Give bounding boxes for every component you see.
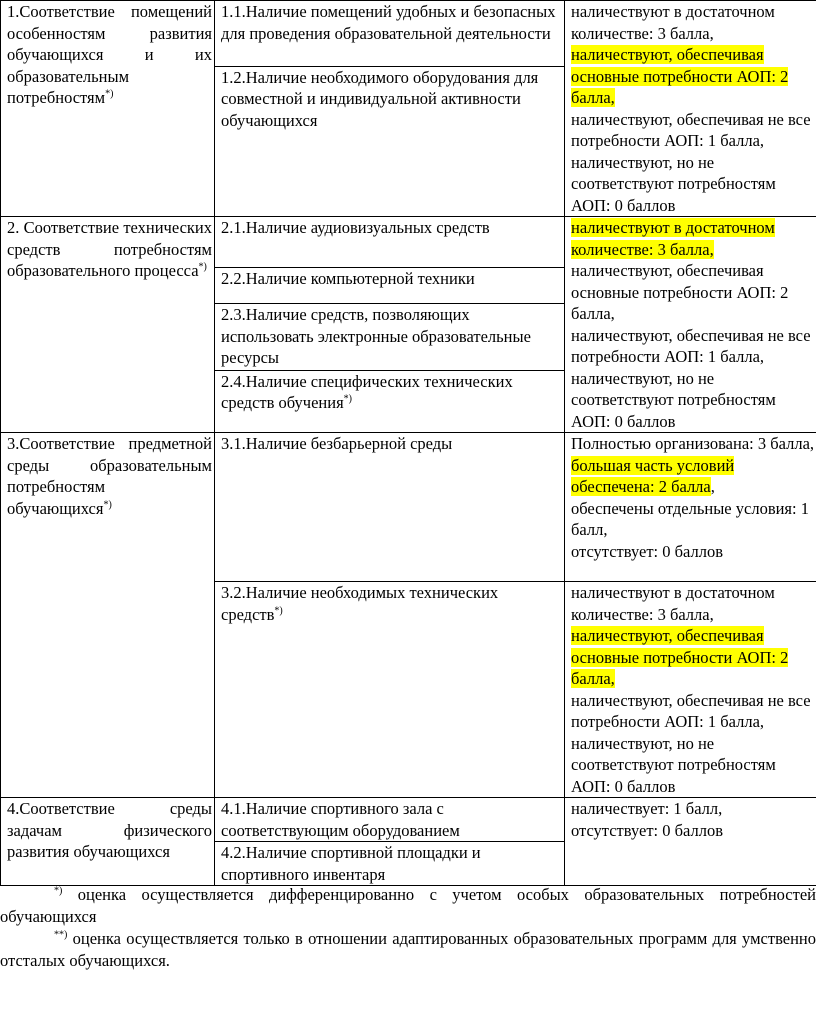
grade-line: [571, 625, 816, 690]
grade-line: [571, 582, 816, 625]
grade-text: наличествуют в достаточном количестве: 3 балла,: [571, 2, 775, 43]
footnote-mark: *): [274, 605, 283, 616]
footnote-mark: *): [198, 261, 207, 273]
footnote-mark: *): [54, 885, 63, 897]
grade-text: наличествуют, но не соответствуют потребностям АОП: 0 баллов: [571, 368, 776, 431]
indicator-cell: [215, 798, 565, 842]
grade-line: [571, 733, 816, 798]
grade-text: наличествуют, обеспечивая не все потребности АОП: 1 балла,: [571, 109, 811, 150]
indicator-text: 4.1.Наличие спортивного зала с соответствующим оборудованием: [221, 799, 460, 840]
indicator-text: 2.4.Наличие специфических технических средств обучения: [221, 371, 513, 413]
indicator-text: 2.1.Наличие аудиовизуальных средств: [221, 218, 490, 237]
indicator-text: 1.2.Наличие необходимого оборудования для совместной и индивидуальной активности обучающихся: [221, 67, 539, 130]
criterion-cell: [1, 433, 215, 798]
grade-line: [571, 433, 816, 455]
criterion-text: 3.Соответствие предметной среды образовательным потребностям обучающихся: [7, 434, 212, 518]
grade-text: наличествуют, обеспечивая основные потребности АОП: 2 балла,: [571, 261, 789, 323]
grade-text: отсутствует: 0 баллов: [571, 820, 723, 840]
grade-line: [571, 798, 816, 820]
criterion-text: 4.Соответствие среды задачам физического развития обучающихся: [7, 799, 212, 861]
criterion-text: 2. Соответствие технических средств потребностям образовательного процесса: [7, 218, 212, 280]
indicator-cell: [215, 267, 565, 304]
footnote-mark: *): [103, 499, 112, 510]
indicator-text: 1.1.Наличие помещений удобных и безопасных для проведения образовательной деятельности: [221, 2, 556, 43]
grade-cell: [565, 1, 816, 217]
table-row: [1, 798, 816, 842]
footnotes: [0, 884, 816, 972]
grade-text-highlighted: наличествуют, обеспечивая основные потребности АОП: 2 балла,: [571, 626, 789, 688]
indicator-cell: [215, 370, 565, 432]
footnote: [0, 928, 816, 972]
grade-line: [571, 455, 816, 498]
indicator-text: 2.3.Наличие средств, позволяющих использовать электронные образовательные ресурсы: [221, 305, 531, 368]
table-row: [1, 433, 816, 582]
criterion-text: 1.Соответствие помещений особенностям развития обучающихся и их образовательным потребностям: [7, 2, 212, 107]
footnote-mark: *): [105, 88, 114, 100]
criterion-cell: [1, 1, 215, 217]
indicator-cell: [215, 433, 565, 582]
footnote-text: оценка осуществляется дифференцированно с учетом особых образовательных потребностей обучающихся: [0, 885, 816, 926]
grade-text-highlighted: наличествуют в достаточном количестве: 3 балла,: [571, 218, 775, 259]
grade-text-highlighted: наличествуют, обеспечивая основные потребности АОП: 2 балла,: [571, 45, 789, 107]
grade-text: наличествуют, обеспечивая не все потребности АОП: 1 балла,: [571, 690, 811, 731]
grade-line: [571, 109, 816, 152]
grade-line: [571, 44, 816, 109]
grade-line: [571, 541, 816, 563]
indicator-cell: [215, 1, 565, 67]
indicator-cell: [215, 842, 565, 886]
footnote-text: оценка осуществляется только в отношении адаптированных образовательных программ для умственно отсталых обучающихся.: [0, 929, 816, 970]
grade-text: наличествуют, обеспечивая не все потребности АОП: 1 балла,: [571, 325, 811, 366]
grade-text-highlighted: большая часть условий обеспечена: 2 балла: [571, 455, 735, 496]
grade-line: [571, 1, 816, 44]
indicator-text: 2.2.Наличие компьютерной техники: [221, 268, 475, 288]
grade-cell: [565, 582, 816, 798]
criterion-cell: [1, 217, 215, 433]
indicator-text: 3.1.Наличие безбарьерной среды: [221, 434, 453, 453]
indicator-text: 3.2.Наличие необходимых технических средств: [221, 583, 499, 624]
grade-line: [571, 217, 816, 260]
indicator-cell: [215, 217, 565, 268]
table-row: [1, 217, 816, 268]
grade-line: [571, 260, 816, 325]
indicator-cell: [215, 582, 565, 798]
grade-text: Полностью организована: 3 балла,: [571, 434, 815, 453]
grade-text: отсутствует: 0 баллов: [571, 541, 723, 561]
footnote: [0, 884, 816, 928]
grade-cell: [565, 433, 816, 582]
grade-line: [571, 368, 816, 433]
footnote-mark: *): [343, 393, 353, 405]
grade-text: наличествует: 1 балл,: [571, 799, 723, 818]
grade-suffix: ,: [710, 477, 715, 496]
grade-text: наличествуют, но не соответствуют потребностям АОП: 0 баллов: [571, 152, 776, 215]
indicator-cell: [215, 304, 565, 371]
grade-text: наличествуют в достаточном количестве: 3 балла,: [571, 583, 775, 624]
grade-line: [571, 690, 816, 733]
criterion-cell: [1, 798, 215, 886]
grade-cell: [565, 798, 816, 886]
footnote-mark: **): [54, 929, 68, 941]
grade-line: [571, 820, 816, 842]
grade-line: [571, 325, 816, 368]
indicator-cell: [215, 66, 565, 216]
grade-line: [571, 498, 816, 541]
table-row: [1, 1, 816, 67]
grade-text: наличествуют, но не соответствуют потребностям АОП: 0 баллов: [571, 733, 776, 796]
grade-text: обеспечены отдельные условия: 1 балл,: [571, 498, 809, 539]
grade-cell: [565, 217, 816, 433]
indicator-text: 4.2.Наличие спортивной площадки и спортивного инвентаря: [221, 843, 481, 884]
grade-line: [571, 152, 816, 217]
